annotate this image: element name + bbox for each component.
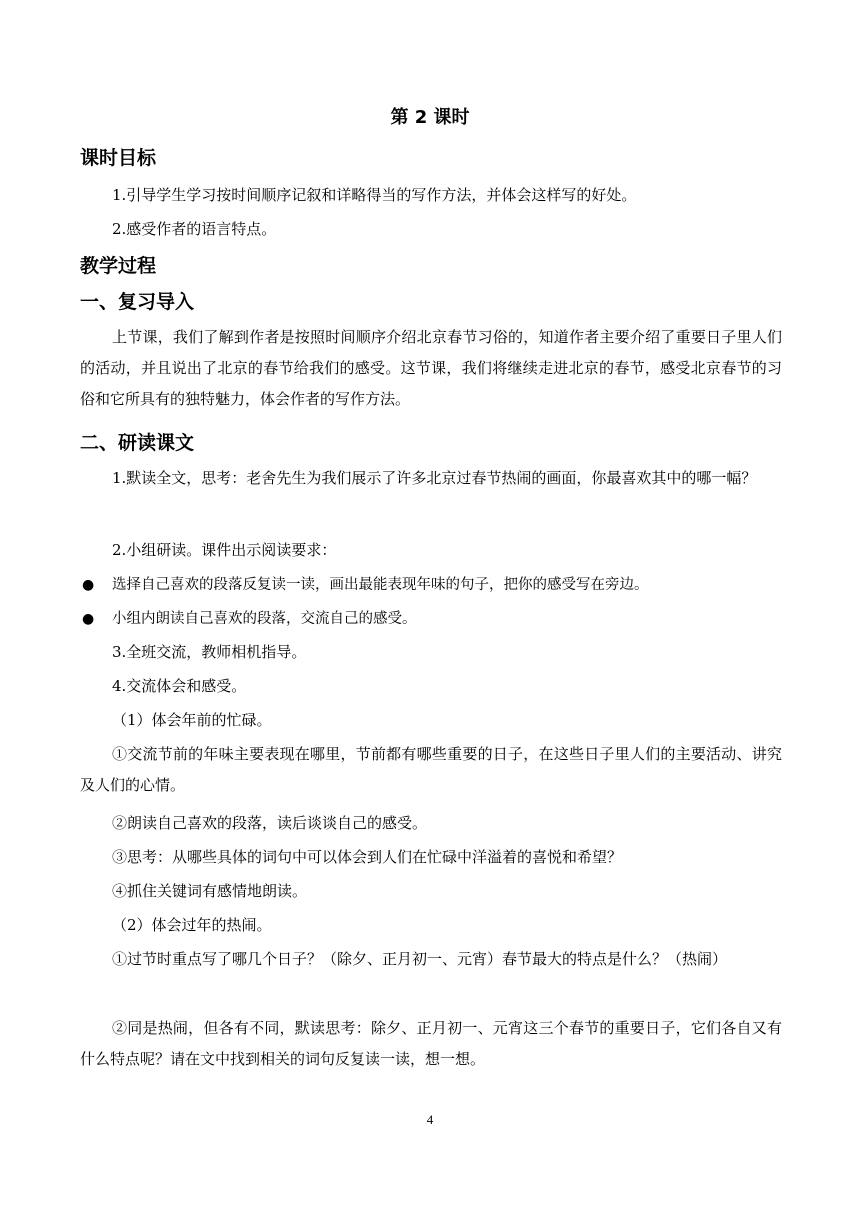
goal-item-1: 1.引导学生学习按时间顺序记叙和详略得当的写作方法，并体会这样写的好处。	[112, 186, 637, 204]
step-2: 2.小组研读。课件出示阅读要求：	[112, 541, 337, 559]
bullet-text: 选择自己喜欢的段落反复读一读，画出最能表现年味的句子，把你的感受写在旁边。	[112, 577, 649, 593]
bullet-text: 小组内朗读自己喜欢的段落，交流自己的感受。	[112, 611, 417, 627]
sub1-item-1: ①交流节前的年味主要表现在哪里，节前都有哪些重要的日子，在这些日子里人们的主要活动、讲究及人们的心情。	[80, 745, 782, 794]
sub1-item-2: ②朗读自己喜欢的段落，读后谈谈自己的感受。	[112, 814, 428, 832]
step-1: 1.默读全文，思考：老舍先生为我们展示了许多北京过春节热闹的画面，你最喜欢其中的哪一幅？	[112, 469, 757, 487]
goal-item-2: 2.感受作者的语言特点。	[112, 220, 277, 238]
page-number: 4	[426, 1112, 434, 1127]
goals-heading: 课时目标	[80, 147, 157, 169]
bullet-dot-icon: ●	[82, 611, 95, 627]
lesson-title: 第 2 课时	[390, 107, 470, 128]
part1-paragraph: 上节课，我们了解到作者是按照时间顺序介绍北京春节习俗的，知道作者主要介绍了重要日子里人们的活动，并且说出了北京的春节给我们的感受。这节课，我们将继续走进北京的春节，感受北京春节的习俗和它所具有的独特魅力，体会作者的写作方法。	[80, 328, 782, 408]
sub2-item-2: ②同是热闹，但各有不同，默读思考：除夕、正月初一、元宵这三个春节的重要日子，它们各自又有什么特点呢？请在文中找到相关的词句反复读一读，想一想。	[80, 1019, 782, 1068]
sub1-title: （1）体会年前的忙碌。	[112, 711, 272, 729]
sub2-title: （2）体会过年的热闹。	[112, 916, 272, 934]
part1-heading: 一、复习导入	[80, 291, 195, 313]
part2-heading: 二、研读课文	[80, 432, 195, 454]
bullet-dot-icon: ●	[82, 577, 95, 593]
sub2-item-1: ①过节时重点写了哪几个日子？（除夕、正月初一、元宵）春节最大的特点是什么？（热闹）	[112, 950, 728, 968]
step-4: 4.交流体会和感受。	[112, 677, 247, 695]
sub1-item-3: ③思考：从哪些具体的词句中可以体会到人们在忙碌中洋溢着的喜悦和希望？	[112, 848, 623, 866]
bullet-item-2	[80, 603, 784, 634]
sub1-item-4: ④抓住关键词有感情地朗读。	[112, 882, 308, 900]
bullet-item-1	[80, 569, 784, 600]
step-3: 3.全班交流，教师相机指导。	[112, 643, 307, 661]
process-heading: 教学过程	[80, 255, 157, 277]
